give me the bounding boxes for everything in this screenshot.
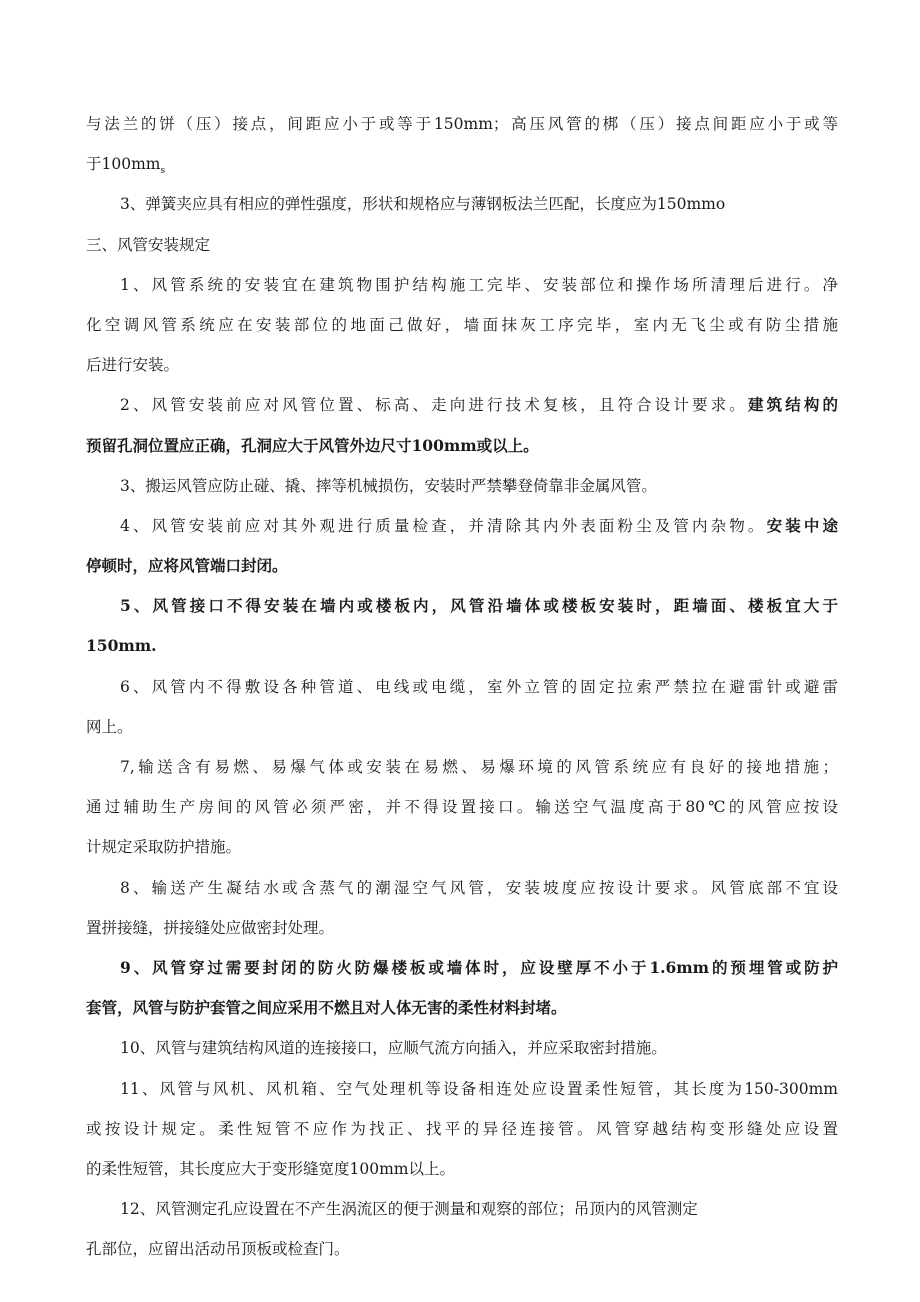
text-line	[86, 1069, 838, 1109]
text-line	[86, 506, 838, 546]
text-line	[86, 1028, 838, 1068]
text-line	[86, 385, 838, 425]
bold-text: 安装中途	[766, 515, 838, 535]
text-line	[86, 868, 838, 908]
bold-text: 套管，风管与防护套管之间应采用不燃且对人体无害的柔性材料封堵。	[86, 998, 567, 1018]
text-segment: 孔部位，应留出活动吊顶板或检查门。	[86, 1240, 350, 1259]
document-page	[86, 104, 838, 1269]
paragraph-p-cont	[86, 104, 838, 184]
bold-text: 建筑结构的	[747, 395, 838, 415]
text-line	[86, 225, 838, 265]
text-line	[86, 667, 838, 707]
text-line	[86, 747, 838, 787]
text-segment: 12、风管测定孔应设置在不产生涡流区的便于测量和观察的部位；吊顶内的风管测定	[120, 1200, 698, 1219]
text-line	[86, 144, 838, 184]
text-segment: 与法兰的饼（压）接点，间距应小于或等于150mm；高压风管的梆（压）接点间距应小于或等	[86, 115, 838, 133]
text-line	[86, 184, 838, 224]
text-line	[86, 787, 838, 827]
text-segment: 计规定采取防护措施。	[86, 838, 242, 857]
paragraph-item-1	[86, 265, 838, 386]
text-line	[86, 586, 838, 626]
text-segment: 置拼接缝，拼接缝处应做密封处理。	[86, 918, 335, 937]
paragraph-item-7	[86, 747, 838, 868]
paragraph-heading-3	[86, 225, 838, 265]
paragraph-item-6	[86, 667, 838, 747]
text-segment: 或按设计规定。柔性短管不应作为找正、找平的异径连接管。风管穿越结构变形缝处应设置	[86, 1119, 838, 1138]
paragraph-item-2	[86, 385, 838, 465]
text-segment: 于100mm	[86, 155, 161, 174]
text-line	[86, 104, 838, 144]
text-segment: 8、输送产生凝结水或含蒸气的潮湿空气风管，安装坡度应按设计要求。风管底部不宜设	[120, 878, 838, 897]
paragraph-item-4	[86, 506, 838, 586]
text-line	[86, 1149, 838, 1189]
text-segment: 后进行安装。	[86, 356, 180, 375]
text-line	[86, 305, 838, 345]
text-segment: 1、风管系统的安装宜在建筑物围护结构施工完毕、安装部位和操作场所清理后进行。净	[120, 275, 838, 294]
text-line	[86, 626, 838, 666]
paragraph-item-11	[86, 1069, 838, 1190]
text-segment: 化空调风管系统应在安装部位的地面己做好，墙面抹灰工序完毕，室内无飞尘或有防尘措施	[86, 315, 838, 334]
text-line	[86, 546, 838, 586]
text-segment: 6、风管内不得敷设各种管道、电线或电缆，室外立管的固定拉索严禁拉在避雷针或避雷	[120, 677, 838, 696]
paragraph-p-3	[86, 184, 838, 224]
bold-text: 预留孔洞位置应正确，孔洞应大于风管外边尺寸100mm或以上。	[86, 435, 539, 455]
text-line	[86, 345, 838, 385]
paragraph-item-10	[86, 1028, 838, 1068]
text-line	[86, 908, 838, 948]
text-line	[86, 988, 838, 1028]
text-segment: 网上。	[86, 717, 133, 736]
paragraph-item-12	[86, 1189, 838, 1269]
text-line	[86, 1189, 838, 1229]
subscript-text: s	[160, 166, 166, 177]
bold-text: 停顿时，应将风管端口封闭。	[86, 556, 288, 576]
text-segment: 4、风管安装前应对其外观进行质量检查，并清除其内外表面粉尘及管内杂物。	[120, 516, 767, 535]
text-line	[86, 466, 838, 506]
paragraph-item-3	[86, 466, 838, 506]
text-segment: 通过辅助生产房间的风管必须严密，并不得设置接口。输送空气温度高于80℃的风管应按设	[86, 798, 838, 817]
text-line	[86, 265, 838, 305]
text-line	[86, 707, 838, 747]
text-line	[86, 827, 838, 867]
text-line	[86, 1229, 838, 1269]
text-segment: 3、弹簧夹应具有相应的弹性强度，形状和规格应与薄钢板法兰匹配，长度应为150mmo	[120, 195, 726, 214]
text-segment: 7,输送含有易燃、易爆气体或安装在易燃、易爆环境的风管系统应有良好的接地措施；	[120, 758, 838, 776]
text-line	[86, 1109, 838, 1149]
paragraph-item-9	[86, 948, 838, 1028]
paragraph-item-5	[86, 586, 838, 666]
text-segment: 的柔性短管，其长度应大于变形缝宽度100mm以上。	[86, 1159, 455, 1178]
text-segment: 10、风管与建筑结构风道的连接接口，应顺气流方向插入，并应采取密封措施。	[120, 1039, 667, 1058]
paragraph-item-8	[86, 868, 838, 948]
text-segment: 2、风管安装前应对风管位置、标高、走向进行技术复核，且符合设计要求。	[120, 396, 748, 415]
text-line	[86, 426, 838, 466]
text-line	[86, 948, 838, 988]
text-segment: 三、风管安装规定	[86, 235, 211, 254]
bold-text: 9、风管穿过需要封闭的防火防爆楼板或墙体时，应设壁厚不小于1.6mm的预埋管或防护	[120, 957, 838, 977]
bold-text: 5、风管接口不得安装在墙内或楼板内，风管沿墙体或楼板安装时，距墙面、楼板宜大于	[120, 596, 838, 616]
text-segment: 3、搬运风管应防止碰、撬、摔等机械损伤，安装时严禁攀登倚靠非金属风管。	[120, 476, 657, 495]
bold-text: 150mm.	[86, 636, 157, 656]
text-segment: 11、风管与风机、风机箱、空气处理机等设备相连处应设置柔性短管，其长度为150-300mm	[120, 1079, 838, 1098]
